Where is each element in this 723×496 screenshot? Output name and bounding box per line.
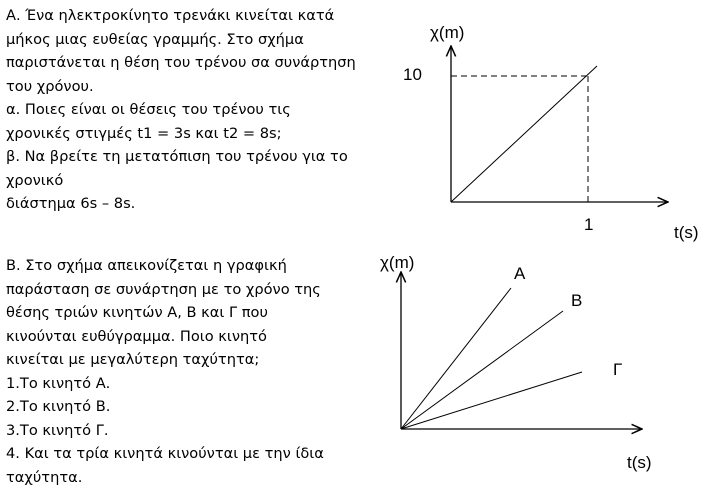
section-a-line: διάστημα 6s – 8s. [6, 195, 136, 212]
section-a-line: χρονικό [6, 171, 64, 189]
graph-b-label-c: Γ [613, 360, 623, 379]
section-a-line: παριστάνεται η θέση του τρένου σα συνάρτηση [6, 54, 356, 71]
section-a-line: Α. Ένα ηλεκτροκίνητο τρενάκι κινείται κατά [6, 7, 335, 24]
section-b-line: θέσης τριών κινητών Α, Β και Γ που [6, 304, 268, 321]
section-b-line: 4. Και τα τρία κινητά κινούνται με την ίδια [6, 445, 324, 462]
section-b-text [6, 254, 324, 489]
graph-b-label-b: Β [571, 291, 583, 310]
section-b-line: ταχύτητα. [6, 468, 83, 486]
graph-b-y-label: χ(m) [380, 253, 415, 272]
graph-a-y-tick: 10 [403, 65, 422, 84]
graph-b-line-b [401, 311, 563, 429]
graph-b-line-c [401, 372, 582, 429]
graph-a-x-tick: 1 [584, 215, 594, 234]
graph-b-line-a [401, 288, 511, 429]
graph-b-x-label: t(s) [627, 453, 652, 472]
section-a-line: α. Ποιες είναι οι θέσεις του τρένου τις [6, 101, 291, 118]
section-a-line: μήκος μιας ευθείας γραμμής. Στο σχήμα [6, 30, 304, 48]
graph-b-label-a: Α [514, 264, 526, 283]
section-a-text [6, 4, 356, 216]
graph-a-x-label: t(s) [674, 223, 699, 242]
section-a-line: χρονικές στιγμές t1 = 3s και t2 = 8s; [6, 124, 282, 142]
section-a-line: του χρόνου. [6, 77, 94, 95]
section-b-line: 2.Το κινητό Β. [6, 398, 111, 415]
section-b-line: Β. Στο σχήμα απεικονίζεται η γραφική [6, 257, 287, 274]
section-a-line: β. Να βρείτε τη μετατόπιση του τρένου για το [6, 148, 348, 165]
section-b-line: παράσταση σε συνάρτηση με το χρόνο της [6, 280, 321, 298]
section-b-line: 3.Το κινητό Γ. [6, 421, 109, 439]
graph-a-y-label: χ(m) [430, 23, 465, 42]
section-b-line: 1.Το κινητό Α. [6, 374, 111, 392]
graph-a-position-line [451, 66, 597, 202]
section-b-line: κινούνται ευθύγραμμα. Ποιο κινητό [6, 327, 267, 345]
section-b-line: κινείται με μεγαλύτερη ταχύτητα; [6, 351, 260, 368]
